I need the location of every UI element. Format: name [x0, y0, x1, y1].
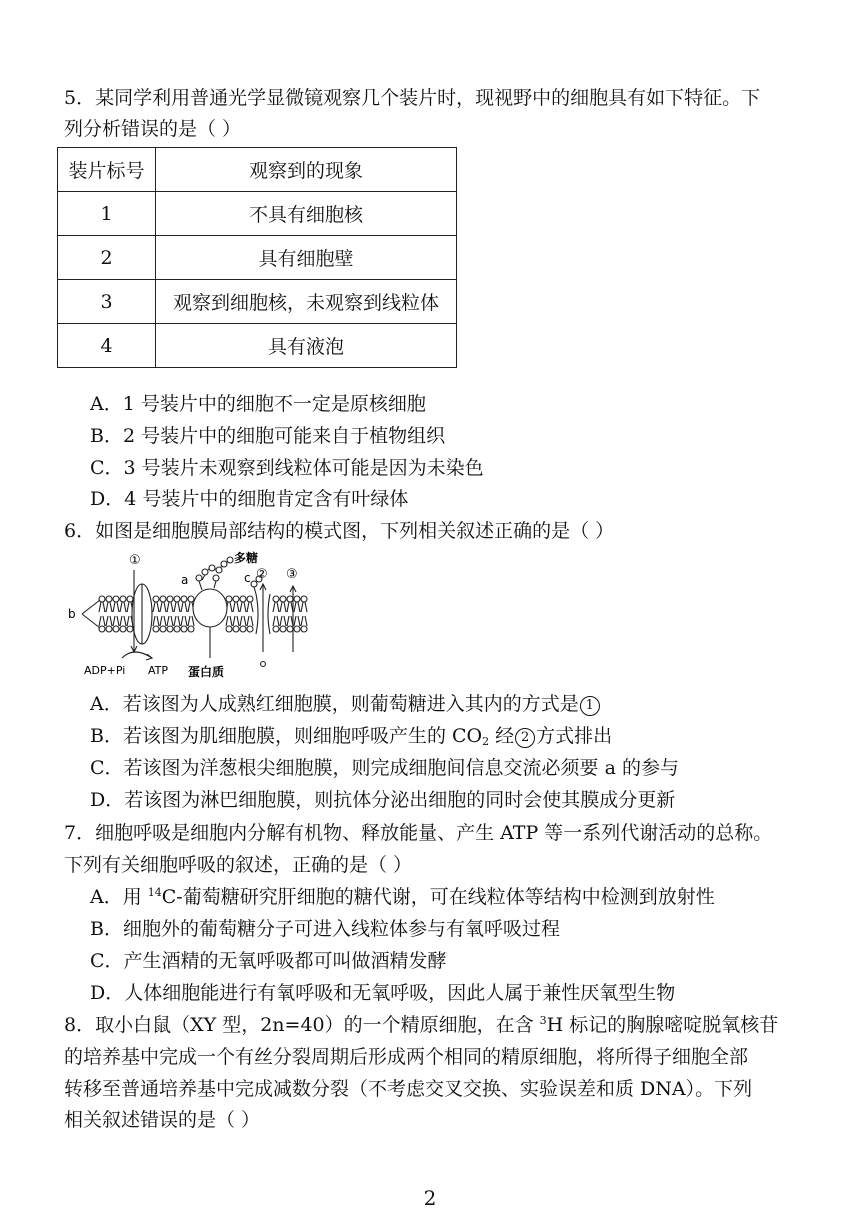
q6-option-b-post: 方式排出 [536, 725, 613, 747]
table-cell: 3 [58, 280, 156, 324]
table-header-cell: 装片标号 [58, 148, 156, 192]
diagram-label-c: c [244, 571, 251, 585]
q7-stem-line2: 下列有关细胞呼吸的叙述，正确的是（ ） [64, 854, 413, 876]
q6-option-b-pre: B．若该图为肌细胞膜，则细胞呼吸产生的 CO [90, 725, 483, 747]
q8-line1-pre: 8．取小白鼠（XY 型，2n=40）的一个精原细胞，在含 [64, 1014, 540, 1036]
diagram-label-a: a [181, 573, 189, 587]
table-header-cell: 观察到的现象 [156, 148, 457, 192]
q5-stem-line1: 5．某同学利用普通光学显微镜观察几个装片时，现视野中的细胞具有如下特征。下 [64, 87, 761, 109]
diagram-label-adp: ADP+Pi [84, 664, 126, 677]
q6-option-b [90, 724, 612, 748]
table-row [58, 324, 457, 368]
table-cell: 2 [58, 236, 156, 280]
q5-option-b: B．2 号装片中的细胞可能来自于植物组织 [90, 425, 446, 447]
q6-option-d: D．若该图为淋巴细胞膜，则抗体分泌出细胞的同时会使其膜成分更新 [90, 789, 676, 811]
q6-option-a-text: A．若该图为人成熟红细胞膜，则葡萄糖进入其内的方式是 [90, 693, 579, 715]
q8-line1 [64, 1013, 778, 1037]
q6-option-c: C．若该图为洋葱根尖细胞膜，则完成细胞间信息交流必须要 a 的参与 [90, 757, 679, 779]
q7-option-b: B．细胞外的葡萄糖分子可进入线粒体参与有氧呼吸过程 [90, 918, 560, 940]
table-cell: 观察到细胞核，未观察到线粒体 [156, 280, 457, 324]
q7-option-a-post: C-葡萄糖研究肝细胞的糖代谢，可在线粒体等结构中检测到放射性 [161, 886, 715, 908]
circled-number: 1 [580, 696, 600, 716]
q5-table [57, 147, 457, 368]
table-row [58, 192, 457, 236]
table-cell: 具有液泡 [156, 324, 457, 368]
q5-option-d: D．4 号装片中的细胞肯定含有叶绿体 [90, 488, 409, 510]
table-cell: 具有细胞壁 [156, 236, 457, 280]
diagram-label-protein: 蛋白质 [188, 665, 225, 679]
table-cell: 不具有细胞核 [156, 192, 457, 236]
q8-line2: 的培养基中完成一个有丝分裂周期后形成两个相同的精原细胞，将所得子细胞全部 [64, 1046, 749, 1068]
table-cell: 1 [58, 192, 156, 236]
q7-option-c: C．产生酒精的无氧呼吸都可叫做酒精发酵 [90, 950, 447, 972]
q5-option-c: C．3 号装片未观察到线粒体可能是因为未染色 [90, 457, 484, 479]
diagram-label-polysaccharide: 多糖 [234, 551, 259, 565]
superscript: 14 [147, 886, 162, 899]
diagram-label-2: ② [256, 567, 268, 582]
q7-option-a-pre: A．用 [90, 886, 148, 908]
q5-option-a: A．1 号装片中的细胞不一定是原核细胞 [90, 393, 426, 415]
q7-option-d: D．人体细胞能进行有氧呼吸和无氧呼吸，因此人属于兼性厌氧型生物 [90, 982, 676, 1004]
table-header-row [58, 148, 457, 192]
q6-stem: 6．如图是细胞膜局部结构的模式图，下列相关叙述正确的是（ ） [64, 520, 615, 542]
q5-stem-line2: 列分析错误的是（ ） [64, 118, 242, 140]
diagram-label-1: ① [129, 553, 141, 568]
diagram-label-3: ③ [286, 567, 298, 582]
q7-option-a [90, 885, 715, 909]
diagram-label-atp: ATP [148, 664, 169, 677]
table-row [58, 236, 457, 280]
table-cell: 4 [58, 324, 156, 368]
q8-line3: 转移至普通培养基中完成减数分裂（不考虑交叉交换、实验误差和质 DNA）。下列 [64, 1078, 753, 1100]
superscript: 3 [539, 1014, 547, 1027]
subscript: 2 [482, 735, 490, 748]
page-number: 2 [423, 1186, 437, 1210]
q6-option-b-mid: 经 [489, 725, 515, 747]
q8-line4: 相关叙述错误的是（ ） [64, 1109, 261, 1131]
q7-stem-line1: 7．细胞呼吸是细胞内分解有机物、释放能量、产生 ATP 等一系列代谢活动的总称。 [64, 822, 773, 844]
diagram-label-b: b [68, 607, 76, 621]
q6-option-a [90, 692, 601, 716]
circled-number: 2 [515, 728, 535, 748]
table-row [58, 280, 457, 324]
cell-membrane-diagram [64, 548, 318, 686]
q8-line1-post: H 标记的胸腺嘧啶脱氧核苷 [546, 1014, 779, 1036]
